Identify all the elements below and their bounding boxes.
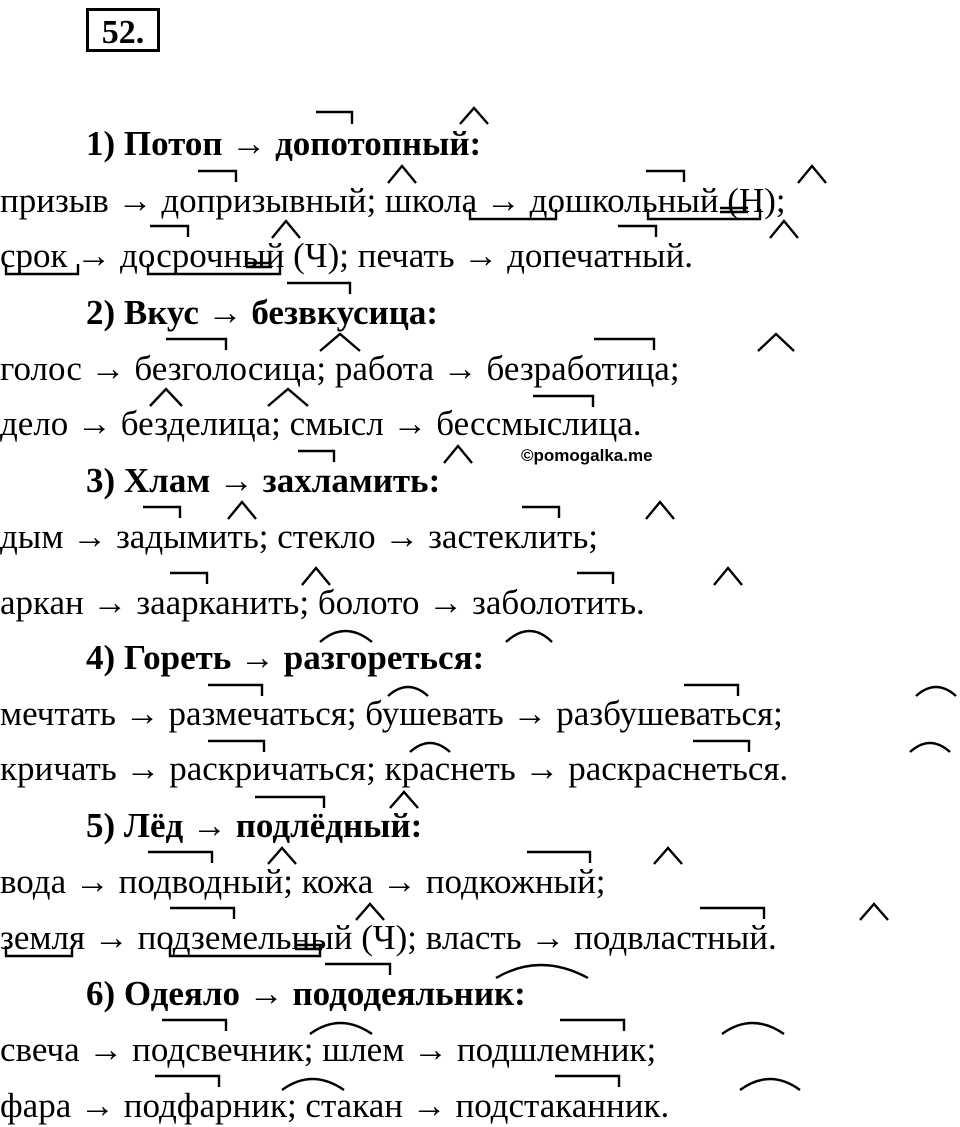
section-heading-6: 6) Одеяло → пододеяльник: — [86, 974, 526, 1013]
suffix-mark — [714, 568, 742, 585]
suffix-mark — [654, 848, 682, 864]
suffix-mark — [916, 687, 956, 696]
suffix-mark — [798, 166, 826, 183]
suffix-mark — [444, 446, 472, 463]
text-line: дело → безделица; смысл → бессмыслица. — [0, 404, 642, 443]
suffix-mark — [460, 108, 488, 124]
text-line: земля → подземельный (Ч); власть → подвластный. — [0, 918, 777, 957]
text-line: дым → задымить; стекло → застеклить; — [0, 517, 599, 556]
section-heading-5: 5) Лёд → подлёдный: — [86, 806, 423, 845]
suffix-mark — [910, 743, 950, 752]
text-line: призыв → допризывный; школа → дошкольный (Н); — [0, 181, 786, 220]
section-heading-2: 2) Вкус → безвкусица: — [86, 293, 439, 332]
text-line: мечтать → размечаться; бушевать → разбушеваться; — [0, 694, 783, 733]
section-heading-4: 4) Гореть → разгореться: — [86, 638, 485, 677]
suffix-mark — [722, 1023, 784, 1034]
text-line: фара → подфарник; стакан → подстаканник. — [0, 1086, 670, 1125]
suffix-mark — [646, 502, 674, 519]
suffix-mark — [770, 221, 798, 238]
suffix-mark — [740, 1079, 800, 1090]
section-heading-1: 1) Потоп → допотопный: — [86, 124, 482, 163]
exercise-number: 52. — [86, 8, 160, 52]
suffix-mark — [758, 334, 794, 351]
text-line: вода → подводный; кожа → подкожный; — [0, 862, 606, 901]
text-line: голос → безголосица; работа → безработица; — [0, 349, 680, 388]
text-line: срок → досрочный (Ч); печать → допечатный. — [0, 236, 694, 275]
text-line: свеча → подсвечник; шлем → подшлемник; — [0, 1030, 657, 1069]
prefix-mark — [316, 112, 352, 124]
section-heading-3: 3) Хлам → захламить: — [86, 461, 441, 500]
text-line: кричать → раскричаться; краснеть → раскраснеться. — [0, 749, 789, 788]
watermark: ©pomogalka.me — [521, 446, 653, 465]
text-line: аркан → заарканить; болото → заболотить. — [0, 583, 645, 622]
suffix-mark — [506, 631, 552, 642]
suffix-mark — [860, 904, 888, 920]
